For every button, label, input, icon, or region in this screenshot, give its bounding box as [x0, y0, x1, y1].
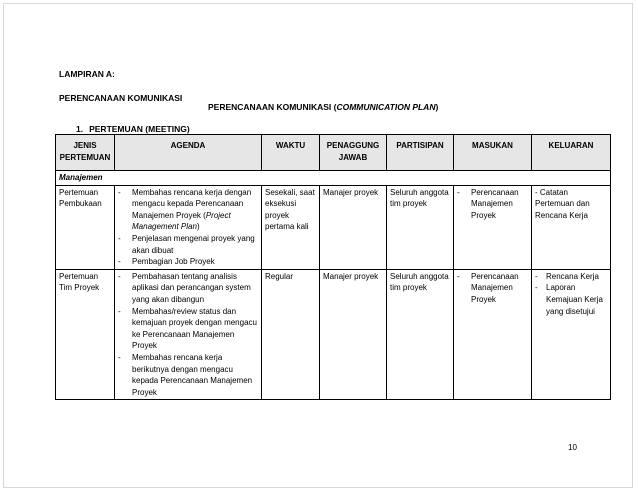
title-main: PERENCANAAN KOMUNIKASI (	[208, 102, 337, 112]
agenda-item: - Membahas/review status dan kemajuan proyek dengan mengacu ke Perencanaan Manajemen Proyek	[118, 306, 258, 352]
table-header-row	[56, 135, 611, 171]
title-end: )	[435, 102, 439, 112]
header-waktu: WAKTU	[262, 135, 320, 171]
communication-plan-table	[55, 134, 611, 400]
subsection-title: PERTEMUAN (MEETING)	[89, 124, 190, 134]
header-keluaran: KELUARAN	[532, 135, 611, 171]
cell-penanggung: Manajer proyek	[320, 269, 387, 400]
group-row	[56, 171, 611, 186]
header-agenda: AGENDA	[115, 135, 262, 171]
cell-jenis: Pertemuan Tim Proyek	[56, 269, 115, 400]
cell-waktu: Sesekali, saat eksekusi proyek pertama kali	[262, 185, 320, 269]
table-row	[56, 185, 611, 269]
cell-waktu: Regular	[262, 269, 320, 400]
cell-agenda	[115, 185, 262, 269]
agenda-item: - Membahas rencana kerja berikutnya dengan mengacu kepada Perencanaan Manajemen Proyek	[118, 352, 258, 398]
subsection-number: 1.	[76, 124, 84, 134]
cell-masukan: - Perencanaan Manajemen Proyek	[454, 269, 532, 400]
agenda-item: - Membahas rencana kerja dengan mengacu kepada Perencanaan Manajemen Proyek (Project Management Plan)	[118, 187, 258, 233]
header-masukan: MASUKAN	[454, 135, 532, 171]
group-label: Manajemen	[56, 171, 611, 186]
agenda-item: - Penjelasan mengenai proyek yang akan dibuat	[118, 233, 258, 256]
header-partisipan: PARTISIPAN	[387, 135, 454, 171]
cell-keluaran	[532, 269, 611, 400]
keluaran-item: - Rencana Kerja	[535, 271, 607, 283]
title-italic: COMMUNICATION PLAN	[336, 102, 436, 112]
cell-partisipan: Seluruh anggota tim proyek	[387, 269, 454, 400]
cell-masukan: - Perencanaan Manajemen Proyek	[454, 185, 532, 269]
agenda-item: - Pembahasan tentang analisis aplikasi dan perancangan system yang akan dibangun	[118, 271, 258, 306]
cell-partisipan: Seluruh anggota tim proyek	[387, 185, 454, 269]
section-heading: PERENCANAAN KOMUNIKASI	[59, 93, 183, 103]
cell-keluaran: - Catatan Pertemuan dan Rencana Kerja	[532, 185, 611, 269]
cell-agenda	[115, 269, 262, 400]
subsection-heading	[76, 124, 190, 134]
page-number: 10	[568, 443, 577, 452]
cell-penanggung: Manajer proyek	[320, 185, 387, 269]
document-title	[208, 102, 438, 112]
keluaran-item: - Laporan Kemajuan Kerja yang disetujui	[535, 282, 607, 317]
table-row	[56, 269, 611, 400]
agenda-item: - Pembagian Job Proyek	[118, 256, 258, 268]
appendix-label: LAMPIRAN A:	[59, 69, 115, 79]
cell-jenis: Pertemuan Pembukaan	[56, 185, 115, 269]
header-penanggung: PENAGGUNG JAWAB	[320, 135, 387, 171]
header-jenis: JENIS PERTEMUAN	[56, 135, 115, 171]
